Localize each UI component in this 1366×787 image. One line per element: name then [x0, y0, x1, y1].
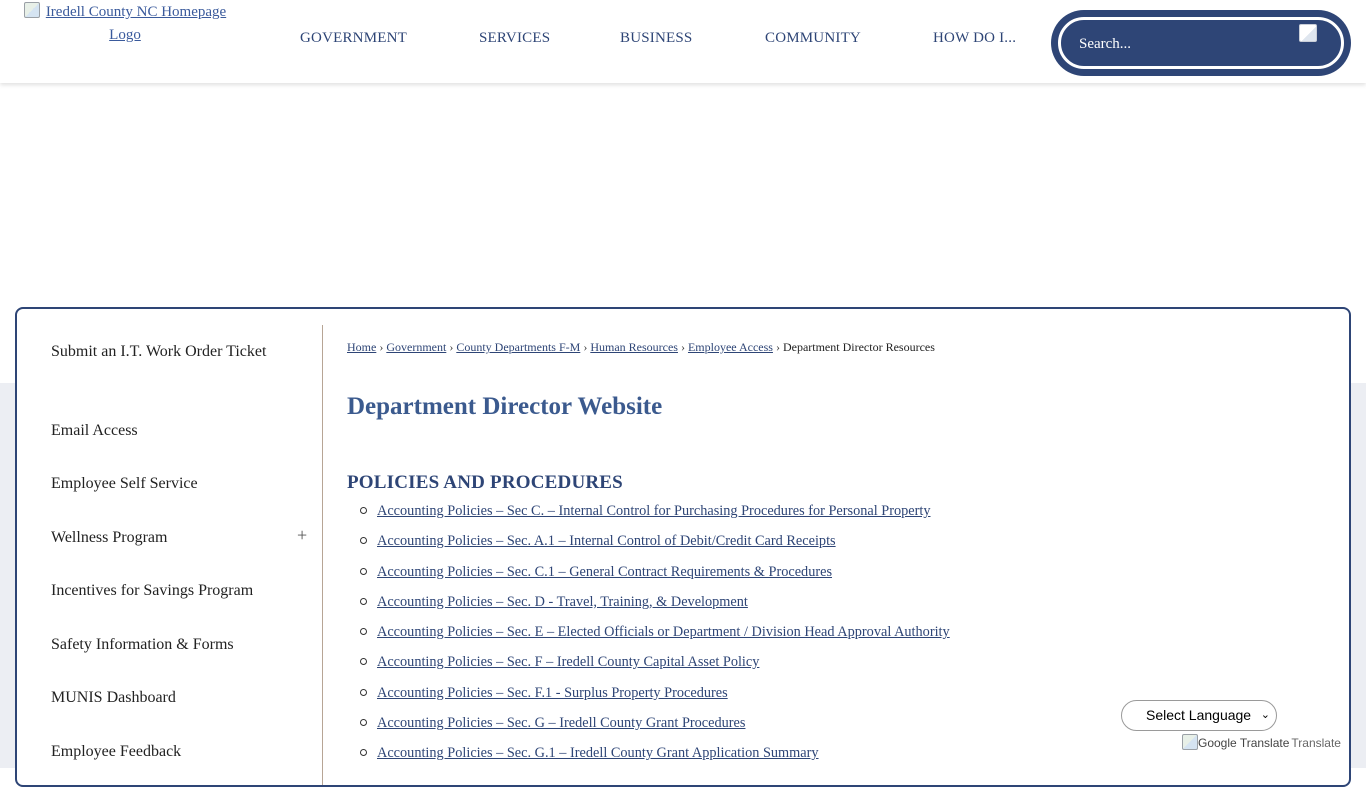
translate-label: Translate: [1291, 736, 1341, 750]
policy-link[interactable]: Accounting Policies – Sec. G – Iredell County Grant Procedures: [377, 715, 746, 732]
bullet-icon: [360, 537, 367, 544]
site-logo-link[interactable]: [14, 1, 236, 47]
policy-link[interactable]: Accounting Policies – Sec. E – Elected Officials or Department / Division Head Approval Authority: [377, 624, 950, 641]
nav-services[interactable]: SERVICES: [479, 30, 551, 46]
breadcrumb-government[interactable]: Government: [386, 340, 447, 354]
policy-link[interactable]: Accounting Policies – Sec. G.1 – Iredell County Grant Application Summary: [377, 745, 819, 762]
bullet-icon: [360, 749, 367, 756]
policy-list: [347, 503, 1327, 776]
policy-link[interactable]: Accounting Policies – Sec. A.1 – Internal Control of Debit/Credit Card Receipts: [377, 533, 836, 550]
expand-plus-icon[interactable]: +: [297, 525, 308, 545]
breadcrumb-separator: ›: [379, 340, 384, 354]
list-item: [347, 745, 1327, 775]
nav-community[interactable]: COMMUNITY: [765, 30, 861, 46]
bullet-icon: [360, 658, 367, 665]
policy-link[interactable]: Accounting Policies – Sec. D - Travel, Training, & Development: [377, 593, 748, 610]
breadcrumb-employee-access[interactable]: Employee Access: [687, 340, 773, 354]
list-item: [347, 594, 1327, 624]
breadcrumb-separator: ›: [449, 340, 454, 354]
list-item: [347, 654, 1327, 684]
sidebar-item-wellness-program[interactable]: Wellness Program: [51, 529, 168, 546]
policy-link[interactable]: Accounting Policies – Sec. C.1 – General Contract Requirements & Procedures: [377, 563, 833, 580]
sidebar-item-safety[interactable]: Safety Information & Forms: [51, 636, 234, 653]
list-item: [347, 503, 1327, 533]
bullet-icon: [360, 598, 367, 605]
search-icon[interactable]: [1299, 24, 1317, 42]
list-item: [347, 533, 1327, 563]
sidebar-item-employee-feedback[interactable]: Employee Feedback: [51, 743, 182, 760]
search-field-frame: [1058, 17, 1344, 69]
breadcrumb-separator: ›: [680, 340, 685, 354]
google-translate-logo-alt: Google Translate: [1198, 736, 1290, 750]
breadcrumb-human-resources[interactable]: Human Resources: [590, 340, 678, 354]
sidebar-item-munis[interactable]: MUNIS Dashboard: [51, 689, 176, 706]
site-header: [0, 0, 1366, 83]
policy-link[interactable]: Accounting Policies – Sec C. – Internal Control for Purchasing Procedures for Personal Property: [377, 503, 931, 519]
chevron-down-icon: ⌄: [1260, 709, 1270, 721]
bullet-icon: [360, 719, 367, 726]
bullet-icon: [360, 689, 367, 696]
breadcrumb-home[interactable]: Home: [347, 340, 377, 354]
search-input[interactable]: [1079, 33, 1279, 55]
google-translate-attribution[interactable]: [1182, 734, 1341, 750]
nav-how-do-i[interactable]: HOW DO I...: [933, 30, 1017, 46]
sidebar-item-email-access[interactable]: Email Access: [51, 422, 138, 439]
bullet-icon: [360, 507, 367, 514]
list-item: [347, 624, 1327, 654]
sidebar-item-employee-self-service[interactable]: Employee Self Service: [51, 475, 198, 492]
breadcrumb-separator: ›: [775, 340, 780, 354]
sidebar-item-incentives[interactable]: Incentives for Savings Program: [51, 582, 254, 599]
policy-link[interactable]: Accounting Policies – Sec. F.1 - Surplus Property Procedures: [377, 684, 728, 701]
breadcrumb: [347, 339, 1327, 355]
nav-business[interactable]: BUSINESS: [620, 30, 693, 46]
breadcrumb-current: Department Director Resources: [782, 340, 935, 354]
logo-image-icon: [24, 2, 40, 18]
sidebar-item-it-work-order[interactable]: Submit an I.T. Work Order Ticket: [51, 343, 267, 360]
policy-link[interactable]: Accounting Policies – Sec. F – Iredell County Capital Asset Policy: [377, 654, 760, 671]
google-translate-logo-icon: [1182, 734, 1198, 750]
logo-alt-text[interactable]: Iredell County NC Homepage Logo: [45, 4, 227, 43]
breadcrumb-departments[interactable]: County Departments F-M: [456, 340, 581, 354]
search-box: [1051, 10, 1351, 76]
sidebar-nav: [17, 325, 323, 785]
page-title: Department Director Website: [347, 393, 663, 420]
nav-government[interactable]: GOVERNMENT: [300, 30, 407, 46]
list-item: [347, 564, 1327, 594]
language-select-label: Select Language: [1146, 707, 1252, 723]
language-select[interactable]: [1121, 700, 1277, 731]
breadcrumb-separator: ›: [583, 340, 588, 354]
bullet-icon: [360, 568, 367, 575]
bullet-icon: [360, 628, 367, 635]
section-title: POLICIES AND PROCEDURES: [347, 472, 623, 493]
